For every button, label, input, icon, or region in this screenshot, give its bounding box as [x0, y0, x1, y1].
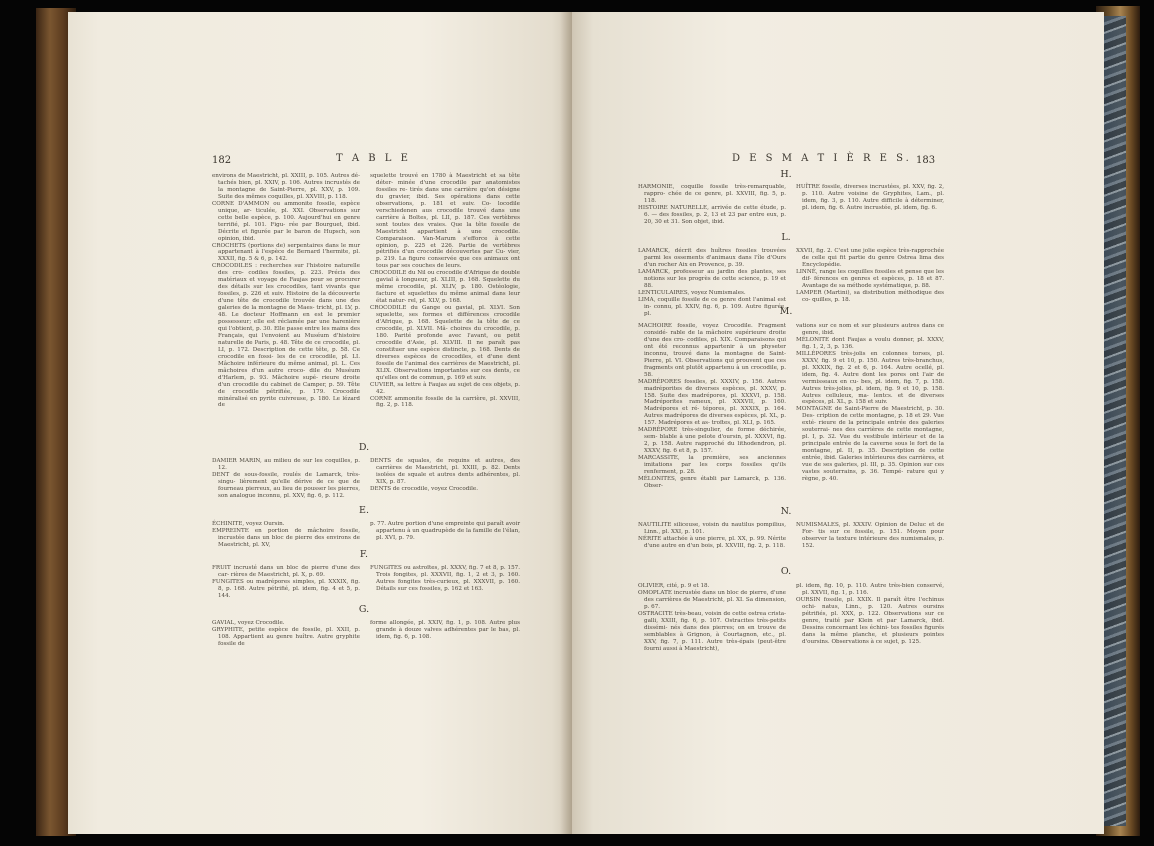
- index-entry: MÉLONITE dont Faujas a voulu donner, pl. XXXV, fig. 1, 2, 3, p. 136.: [796, 336, 944, 350]
- l-col-left: [638, 248, 786, 318]
- left-running-head: T A B L E: [336, 153, 411, 164]
- index-entry: environs de Maestricht, pl. XXIII, p. 105. Autres dé- tachés bien, pl. XXIV, p. 106. Autres incrustés de la montagne de Saint-Pierre, pl. XXV, p. 109. Suite des mêmes coquilles, pl. XXVIII, p. 118.: [212, 173, 360, 200]
- g-col-right: [370, 620, 520, 641]
- index-entry: MADRÉPORES fossiles, pl. XXXIV, p. 156. Autres madréporites de diverses espèces, pl. XXXV, p. 158. Suite des madrépores, pl. XXXVI, p. 158. Madréporites rameux, pl. XXXVII, p. 160. Madrépores et ré- tépores, pl. XXXIX, p. 164. Autres madrépores de diverses espèces, pl. XL, p. 157. Madrépores et as- troïtes, pl. XLI, p. 165.: [638, 378, 786, 427]
- section-letter-m: M.: [779, 306, 793, 317]
- index-entry: squelette trouvé en 1780 à Maestricht et sa tête déter- minée d'une crocodile par anatomistes fossiles re- tirés dans une carrière qu'on désigne du gravier, ibid. Ses opérations dans cette observations, p. 181 et suiv. Co- locodile verschiedenen aus crocodile trouvé dans une carrière à Boltes, pl. LII, p. 187. Ces vertèbres sont toutes des vraies. Que la tête fossile de Maestricht appartient à une crocodile. Comparaison. Van-Marum s'efforce à cette opinion, p. 225 et 226. Partie de vertèbres pétrifiés d'un crocodile découvertes par Cu- vier, p. 219. La figure conservée que ces animaux ont tous par ses couches de leurs.: [370, 173, 520, 270]
- index-entry: MACHOIRE fossile, voyez Crocodile. Fragment considé- rable de la mâchoire supérieure droite d'une des cro- codiles, pl. XIX. Comparaisons qui ont été reconnus appartenir à un physeter inconnu, trouvé dans la montagne de Saint-Pierre, pl. VI. Observations qui prouvent que ces fragments ont plutôt appartenu à un crocodile, p. 58.: [638, 323, 786, 378]
- o-col-right: [796, 583, 944, 646]
- e-col-right: [370, 521, 520, 542]
- m-col-left: [638, 323, 786, 490]
- index-entry: MÉLONITES, genre établi par Lamarck, p. 136. Obser-: [638, 475, 786, 489]
- section-letter-o: O.: [780, 566, 792, 577]
- left-col1: [212, 173, 360, 409]
- f-col-right: [370, 565, 520, 593]
- right-page: [572, 12, 1104, 834]
- index-entry: CROCODILES : recherches sur l'histoire naturelle des cro- codiles fossiles, p. 223. Précis des matériaux et voyage de Faujas pour se procurer des détails sur les crocodiles, tant vivants que fossiles, p. 226 et suiv. Histoire de la découverte d'une tête de crocodile trouvée dans une des galeries de la montagne de Maes- tricht, pl. LV, p. 48. Le docteur Hoffmann en est le premier possesseur; elle est réclamée par une harenière qui l'obtient, p. 30. Elle passe entre les mains des Français, qui l'envoient au Muséum d'histoire naturelle de Paris, p. 48. Tête de ce crocodile, pl. LI, p. 172. Description de cette tête, p. 58. Ce crocodile en fossi- les de ce crocodile, pl. LI. Mâchoire inférieure du même animal, pl. L. Ces mâchoires d'un autre croco- dile du Muséum d'Harlem, p. 93. Mâchoire supé- rieure droite d'un crocodile du cabinet de Camper, p. 59. Tête de crocodile pétrifiée, p. 179. Crocodile minéralisé en pyrite cuivreuse, p. 180. Le lézard de: [212, 263, 360, 409]
- index-entry: LIMA, coquille fossile de ce genre dont l'animal est in- connu, pl. XXIV, fig. 6, p. 109. Autre figurée, pl.: [638, 296, 786, 317]
- n-col-left: [638, 522, 786, 550]
- index-entry: CORNE ammonite fossile de la carrière, pl. XXVIII, fig. 2, p. 118.: [370, 395, 520, 409]
- index-entry: OLIVIER, cité, p. 9 et 18.: [638, 583, 710, 589]
- index-entry: LAMPER (Martini), sa distribution méthodique des co- quilles, p. 18.: [796, 289, 944, 303]
- index-entry: FRUIT incrusté dans un bloc de pierre d'une des car- rières de Maestricht, pl. X, p. 69.: [212, 565, 360, 578]
- index-entry: HARMONIE, coquille fossile très-remarquable, rappro- chée de ce genre, pl. XXVIII, fig. 5, p. 118.: [638, 184, 786, 204]
- h-col-right: [796, 184, 944, 212]
- index-entry: pl. idem, fig. 10, p. 110. Autre très-bien conservé, pl. XXVII, fig. 1, p. 116.: [796, 583, 944, 596]
- index-entry: CROCODILE du Gange ou gavial, pl. XLVI. Son squelette, ses formes et différences crocodile d'Afrique, p. 168. Squelette de la tête de ce crocodile, pl. XLVII. Mâ- choires du crocodile, p. 180. Parité profonde avec l'avant, ou petit crocodile d'Asie, pl. XLVIII. Il ne paraît pas constituer une espèce distincte, p. 168. Dents de diverses espèces de crocodiles, et d'une dent fossile de l'animal des carrières de Maestricht, pl. XLIX. Observations importantes sur ces dents, ce qu'elles ont de commun, p. 169 et suiv.: [370, 305, 520, 381]
- index-entry: OURSIN fossile, pl. XXIX. Il paraît être l'echinus ochi- natus, Linn., p. 120. Autres oursins pétrifiés, pl. XXX, p. 122. Observations sur ce genre, traité par Klein et par Lamarck, ibid. Dessins concernant les échini- tes fossiles figurés dans la même planche, et plusieurs pointes d'oursins. Observations à ce sujet, p. 125.: [796, 596, 944, 645]
- index-entry: MADRÉPORE très-singulier, de forme déchirée, sem- blable à une pelote d'oursin, pl. XXXVI, fig. 2, p. 158. Autre rapproché du lithodendron, pl. XXXV, fig. 6 et 8, p. 157.: [638, 427, 786, 455]
- e-col-left: [212, 521, 360, 549]
- left-page-number: 182: [212, 155, 232, 166]
- section-letter-e: E.: [359, 505, 369, 516]
- d-col-right: [370, 458, 520, 493]
- index-entry: MONTAGNE de Saint-Pierre de Maestricht, p. 30. Des- cription de cette montagne, p. 18 et 29. Vue exté- rieure de la principale entrée des galeries souterrai- nes des carrières de cette montagne, pl. I, p. 32. Vue du vestibule intérieur et de la principale entrée de la caverne sous le fort de la montagne, pl. II, p. 35. Description de cette entrée, ibid. Galeries intérieures des carrières, et vue de ses galeries, pl. III, p. 35. Opinion sur ces vastes souterrains, p. 36. Tempé- rature qui y règne, p. 40.: [796, 406, 944, 482]
- index-entry: MARCASSITE, la première, ses anciennes imitations par les corps fossiles qu'ils renferment, p. 28.: [638, 455, 786, 476]
- section-letter-h: H.: [780, 169, 792, 180]
- index-entry: CORNE D'AMMON ou ammonite fossile, espèce unique, ar- ticulée, pl. XXI. Observations sur cette belle espèce, p. 100. Aujourd'hui en genre terrifié, pl. 101. Figu- rée par Bourguet, ibid. Décrite et figurée par le baron de Hupsch, son opinion, ibid.: [212, 200, 360, 242]
- index-entry: NÉRITE attachée à une pierre, pl. XX, p. 99. Nérite d'une autre en d'un bois, pl. XXVIII, fig. 2, p. 118.: [638, 535, 786, 549]
- index-entry: CUVIER, sa lettre à Faujas au sujet de ces objets, p. 42.: [370, 381, 520, 395]
- index-entry: FUNGITES ou madrépores simples, pl. XXXIX, fig. 8, p. 168. Autre pétrifié, pl. idem, fig. 4 et 5, p. 144.: [212, 578, 360, 599]
- index-entry: LAMARCK, décrit des huîtres fossiles trouvées parmi les ossements d'animaux dans l'île d'Ours d'un rocher Aix en Provence, p. 39.: [638, 248, 786, 268]
- l-col-right: [796, 248, 944, 304]
- index-entry: LAMARCK, professeur au jardin des plantes, ses notions sur les progrès de cette science, p. 19 et 88.: [638, 268, 786, 289]
- index-entry: p. 77. Autre portion d'une empreinte qui paraît avoir appartenu à un quadrupède de la famille de l'élan, pl. XVI, p. 79.: [370, 521, 521, 541]
- index-entry: DENTS de squales, de requins et autres, des carrières de Maestricht, pl. XXIII, p. 82. Dents isolées de squale et autres dents adhérentes, pl. XIX, p. 87.: [370, 458, 520, 485]
- f-col-left: [212, 565, 360, 600]
- m-col-right: [796, 323, 944, 483]
- index-entry: CROCHETS (portions de) serpentaires dans le mur appartenant à l'espèce de Bernard l'hermite, pl. XXXII, fig. 5 & 6, p. 142.: [212, 242, 360, 263]
- h-col-left: [638, 184, 786, 226]
- left-col2: [370, 173, 520, 409]
- section-letter-d: D.: [358, 442, 370, 453]
- index-entry: FUNGITES ou astroïtes, pl. XXXV, fig. 7 et 8, p. 157. Trois fongites, pl. XXXVII, fig. 1, 2 et 3, p. 160. Autres fongites très-curieux, pl. XXXVII, p. 160. Détails sur ces fossiles, p. 162 et 163.: [370, 565, 520, 592]
- index-entry: DENT de sous-fossile, roulés de Lamarck, très-singu- lièrement qu'elle dérive de ce que de fourneau pierreux, au lieu de pousser les pierres, son analogue inconnu, pl. XXV, fig. 6, p. 112.: [212, 471, 360, 499]
- index-entry: GAVIAL, voyez Crocodile.: [212, 620, 285, 626]
- index-entry: HUÎTRE fossile, diverses incrustées, pl. XXV, fig. 2, p. 110. Autre voisine de Gryphites, Lam., pl. idem, fig. 3, p. 110. Autre difficile à déterminer, pl. idem, fig. 6. Autre incrustée, pl. idem, fig. 6.: [796, 184, 944, 211]
- index-entry: vations sur ce nom et sur plusieurs autres dans ce genre, ibid.: [796, 323, 944, 336]
- index-entry: LINNÉ, range les coquilles fossiles et pense que les dif- férences en genres et espèces, p. 18 et 87. Avantage de sa méthode systématique, p. 88.: [796, 268, 944, 289]
- index-entry: DAMIER MARIN, au milieu de sur les coquilles, p. 12.: [212, 458, 360, 471]
- section-letter-g: G.: [358, 604, 370, 615]
- index-entry: forme allongée, pl. XXIV, fig. 1, p. 108. Autre plus grande à douze valves adhérentes par le bas, pl. idem, fig. 6, p. 108.: [370, 620, 520, 640]
- section-letter-l: L.: [781, 232, 791, 243]
- index-entry: GRYPHITE, petite espèce de fossile, pl. XXII, p. 108. Appartient au genre huître. Autre gryphite fossile de: [212, 626, 360, 647]
- index-entry: NAUTILITE siliceuse, voisin du nautilus pompilius, Linn., pl. XXI, p. 101.: [638, 522, 786, 535]
- index-entry: HISTOIRE NATURELLE, arrivée de cette étude, p. 6. — des fossiles, p. 2, 13 et 23 par entre eux, p. 20, 30 et 31. Son objet, ibid.: [638, 204, 786, 225]
- index-entry: OSTRACITE très-beau, voisin de cette ostrea crista-galli, XXIII, fig. 6, p. 107. Ostracites très-petits dissémi- nés dans des pierres; on en trouve de semblables à Grignon, à Courtagnon, etc., pl. XXV, fig. 7, p. 111. Autre très-épais (peut-être fourni aussi à Maestricht),: [638, 610, 786, 652]
- index-entry: XXVII, fig. 2. C'est une jolie espèce très-rapprochée de celle qui fit partie du genre Ostrea lima des Encyclopédie.: [796, 248, 944, 268]
- index-entry: MILLÉPORES très-jolis en colonnes torses, pl. XXXV, fig. 9 et 10, p. 150. Autres très-branchus, pl. XXXIX, fig. 2 et 6, p. 164. Autre ocellé, pl. idem, fig. 4. Autre dont les pores ont l'air de vermisseaux en cu- bes, pl. idem, fig. 7, p. 158. Autres très-jolies, pl. idem, fig. 9 et 10, p. 158. Autres celluleux, ma- lentcs. et de diverses espèces, pl. XL, p. 158 et suiv.: [796, 350, 944, 406]
- index-entry: CROCODILE du Nil ou crocodile d'Afrique de double gavial à longueur, pl. XLIII, p. 168. Squelette du même crocodile, pl. XLIV, p. 180. Ostéologie, facture et squelettes du même animal dans leur état natur- rel, pl. XLV, p. 168.: [370, 270, 520, 305]
- n-col-right: [796, 522, 944, 550]
- index-entry: EMPREINTE en portion de mâchoire fossile, incrustée dans un bloc de pierre des environs de Maestricht, pl. XV,: [212, 527, 360, 548]
- index-entry: DENTS de crocodile, voyez Crocodile.: [370, 485, 478, 492]
- right-page-number: 183: [916, 155, 936, 166]
- index-entry: LENTICULAIRES, voyez Numismales.: [638, 289, 746, 296]
- index-entry: NUMISMALES, pl. XXXIV. Opinion de Deluc et de For- tis sur ce fossile, p. 151. Moyen pour observer la texture intérieure des numismales, p. 152.: [796, 522, 944, 549]
- section-letter-n: N.: [780, 506, 792, 517]
- index-entry: OMOPLATE incrustée dans un bloc de pierre, d'une des carrières de Maestricht, pl. XI. Sa dimension, p. 67.: [638, 589, 786, 610]
- section-letter-f: F.: [359, 549, 369, 560]
- o-col-left: [638, 583, 786, 653]
- index-entry: ÉCHINITE, voyez Oursin.: [212, 521, 285, 527]
- g-col-left: [212, 620, 360, 648]
- left-page: [68, 12, 572, 834]
- d-col-left: [212, 458, 360, 500]
- marbled-endpaper: [1104, 16, 1126, 826]
- right-running-head: D E S M A T I È R E S.: [732, 153, 912, 164]
